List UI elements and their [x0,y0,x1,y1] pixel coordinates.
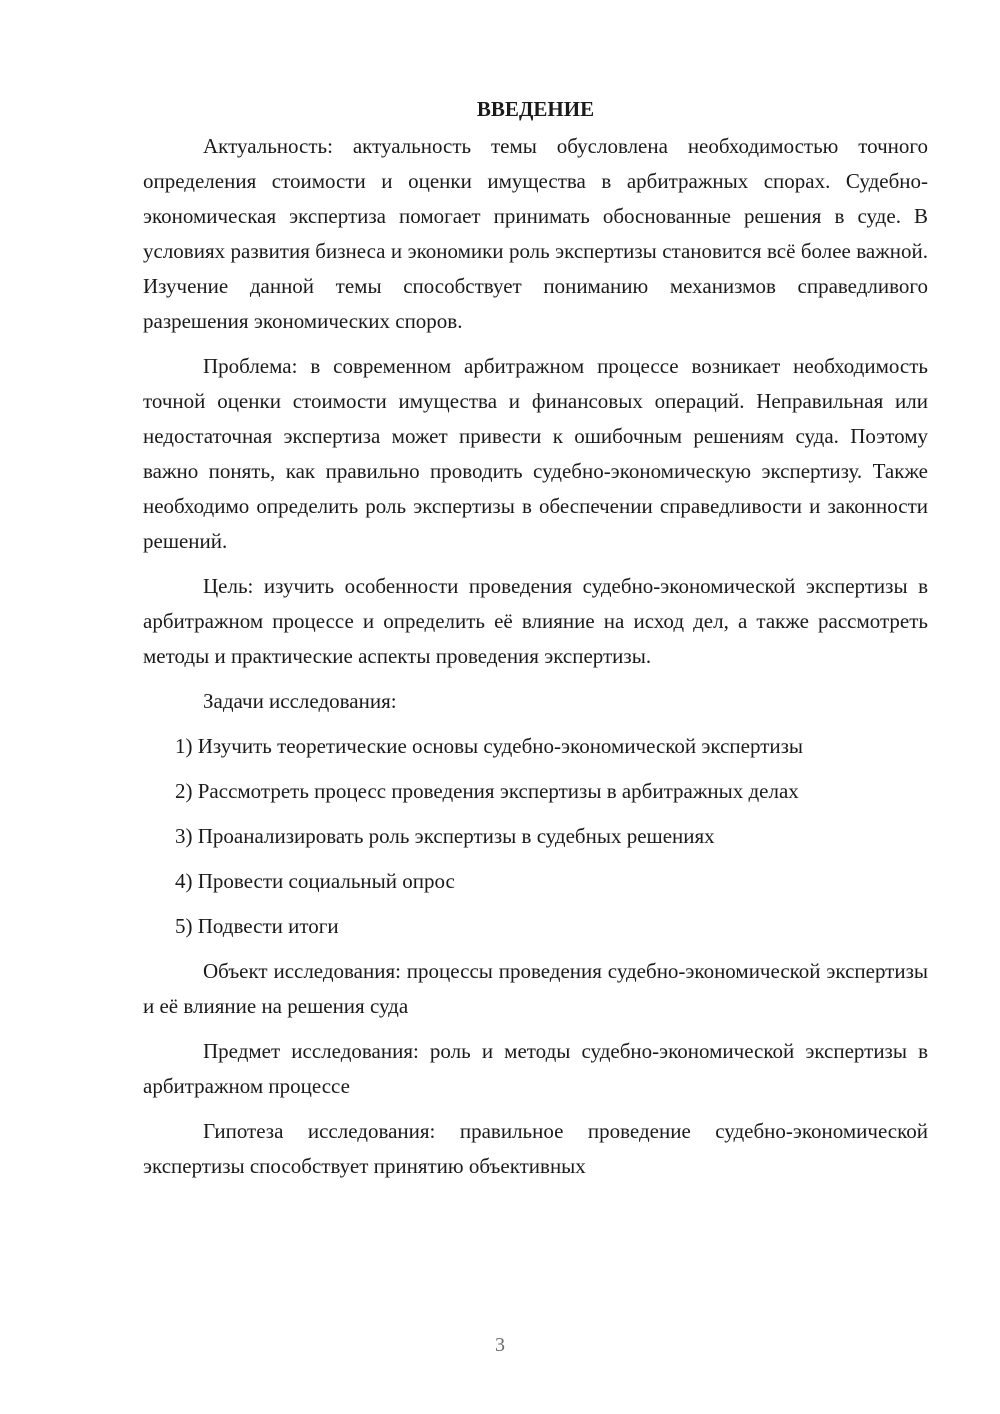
task-item: 1) Изучить теоретические основы судебно-экономической экспертизы [175,734,804,758]
page-number: 3 [495,1334,505,1356]
task-list [143,729,928,944]
paragraph-problem: Проблема: в современном арбитражном процессе возникает необходимость точной оценки стоимости имущества и финансовых операций. Неправильная или недостаточная экспертиза может привести к ошибочным решениям суда. Поэтому важно понять, как правильно проводить судебно-экономическую экспертизу. Также необходимо определить роль экспертизы в обеспечении справедливости и законности решений. [143,354,928,553]
tasks-title: Задачи исследования: [203,689,397,713]
paragraph-goal: Цель: изучить особенности проведения судебно-экономической экспертизы в арбитражном процессе и определить её влияние на исход дел, а также рассмотреть методы и практические аспекты проведения экспертизы. [143,574,928,668]
paragraph-subject: Предмет исследования: роль и методы судебно-экономической экспертизы в арбитражном процессе [143,1039,928,1098]
document-page [143,92,928,1194]
section-heading: ВВЕДЕНИЕ [476,97,595,121]
task-item: 5) Подвести итоги [175,914,339,938]
task-item: 2) Рассмотреть процесс проведения экспертизы в арбитражных делах [175,779,799,803]
task-item: 4) Провести социальный опрос [175,869,455,893]
task-item: 3) Проанализировать роль экспертизы в судебных решениях [175,824,715,848]
paragraph-object: Объект исследования: процессы проведения судебно-экономической экспертизы и её влияние на решения суда [143,959,928,1018]
paragraph-relevance: Актуальность: актуальность темы обусловлена необходимостью точного определения стоимости и оценки имущества в арбитражных спорах. Судебно-экономическая экспертиза помогает принимать обоснованные решения в суде. В условиях развития бизнеса и экономики роль экспертизы становится всё более важной. Изучение данной темы способствует пониманию механизмов справедливого разрешения экономических споров. [143,134,928,333]
paragraph-hypothesis: Гипотеза исследования: правильное проведение судебно-экономической экспертизы способствует принятию объективных [143,1119,928,1178]
